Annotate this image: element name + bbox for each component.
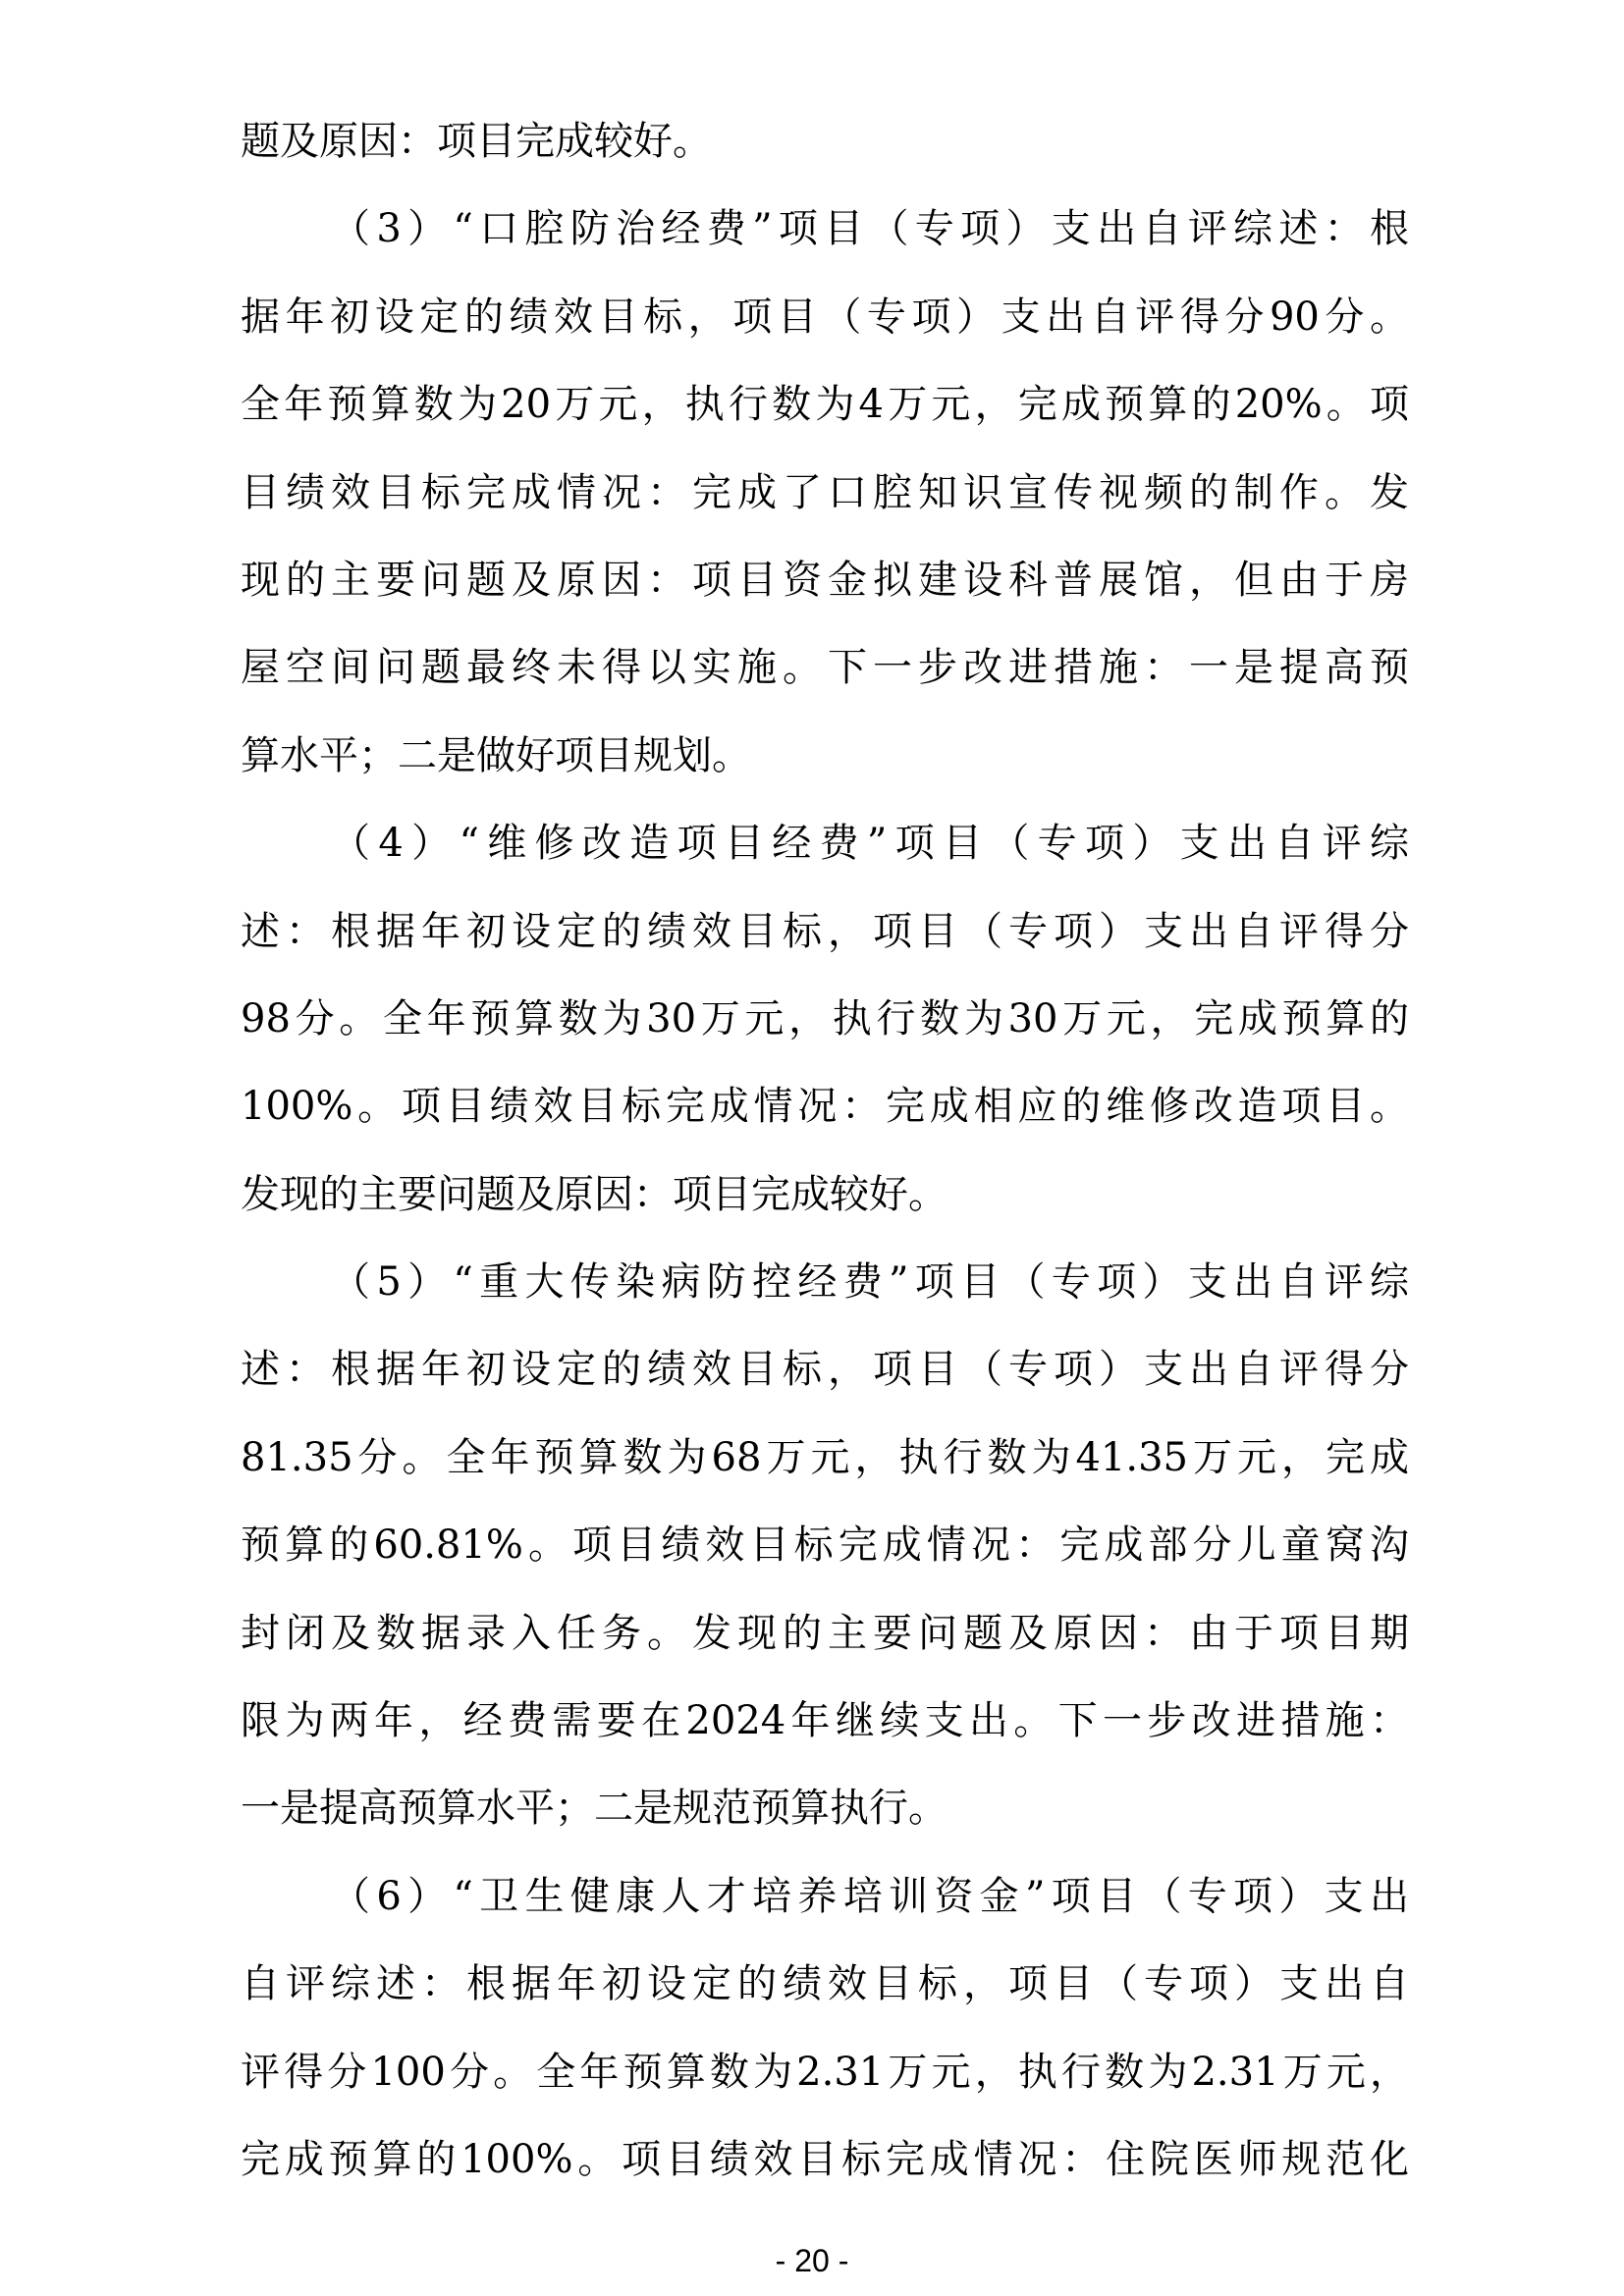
text-line: 述：根据年初设定的绩效目标，项目（专项）支出自评得分 — [241, 1347, 1409, 1393]
text-line: 发现的主要问题及原因：项目完成较好。 — [241, 1171, 947, 1217]
page-number: - 20 - — [775, 2243, 849, 2278]
paragraph — [241, 98, 1409, 186]
text-line: （5）“重大传染病防控经费”项目（专项）支出自评综 — [331, 1259, 1409, 1306]
text-line: 目绩效目标完成情况：完成了口腔知识宣传视频的制作。发 — [241, 469, 1409, 515]
text-line: 限为两年，经费需要在2024年继续支出。下一步改进措施： — [241, 1698, 1409, 1744]
text-line: 全年预算数为20万元，执行数为4万元，完成预算的20%。项 — [241, 382, 1409, 428]
text-line: 自评综述：根据年初设定的绩效目标，项目（专项）支出自 — [241, 1961, 1409, 2007]
text-line: （3）“口腔防治经费”项目（专项）支出自评综述：根 — [331, 206, 1409, 252]
text-line: 100%。项目绩效目标完成情况：完成相应的维修改造项目。 — [241, 1084, 1409, 1130]
text-line: 题及原因：项目完成较好。 — [241, 119, 712, 164]
text-line: 98分。全年预算数为30万元，执行数为30万元，完成预算的 — [241, 995, 1409, 1041]
paragraph — [241, 800, 1409, 1239]
paragraph — [241, 186, 1409, 800]
text-line: 屋空间问题最终未得以实施。下一步改进措施：一是提高预 — [241, 645, 1409, 691]
text-line: 81.35分。全年预算数为68万元，执行数为41.35万元，完成 — [241, 1434, 1409, 1480]
text-line: 评得分100分。全年预算数为2.31万元，执行数为2.31万元， — [241, 2049, 1409, 2095]
paragraph — [241, 1239, 1409, 1853]
text-line: 完成预算的100%。项目绩效目标完成情况：住院医师规范化 — [241, 2136, 1409, 2182]
text-line: （6）“卫生健康人才培养培训资金”项目（专项）支出 — [331, 1873, 1409, 1919]
text-line: 算水平；二是做好项目规划。 — [241, 732, 751, 778]
text-line: 现的主要问题及原因：项目资金拟建设科普展馆，但由于房 — [241, 557, 1409, 603]
text-line: 封闭及数据录入任务。发现的主要问题及原因：由于项目期 — [241, 1610, 1409, 1656]
document-body — [241, 98, 1409, 2204]
paragraph — [241, 1853, 1409, 2205]
text-line: 一是提高预算水平；二是规范预算执行。 — [241, 1786, 947, 1832]
text-line: 述：根据年初设定的绩效目标，项目（专项）支出自评得分 — [241, 908, 1409, 954]
text-line: 预算的60.81%。项目绩效目标完成情况：完成部分儿童窝沟 — [241, 1522, 1409, 1569]
text-line: 据年初设定的绩效目标，项目（专项）支出自评得分90分。 — [241, 294, 1409, 340]
text-line: （4）“维修改造项目经费”项目（专项）支出自评综 — [331, 821, 1409, 867]
